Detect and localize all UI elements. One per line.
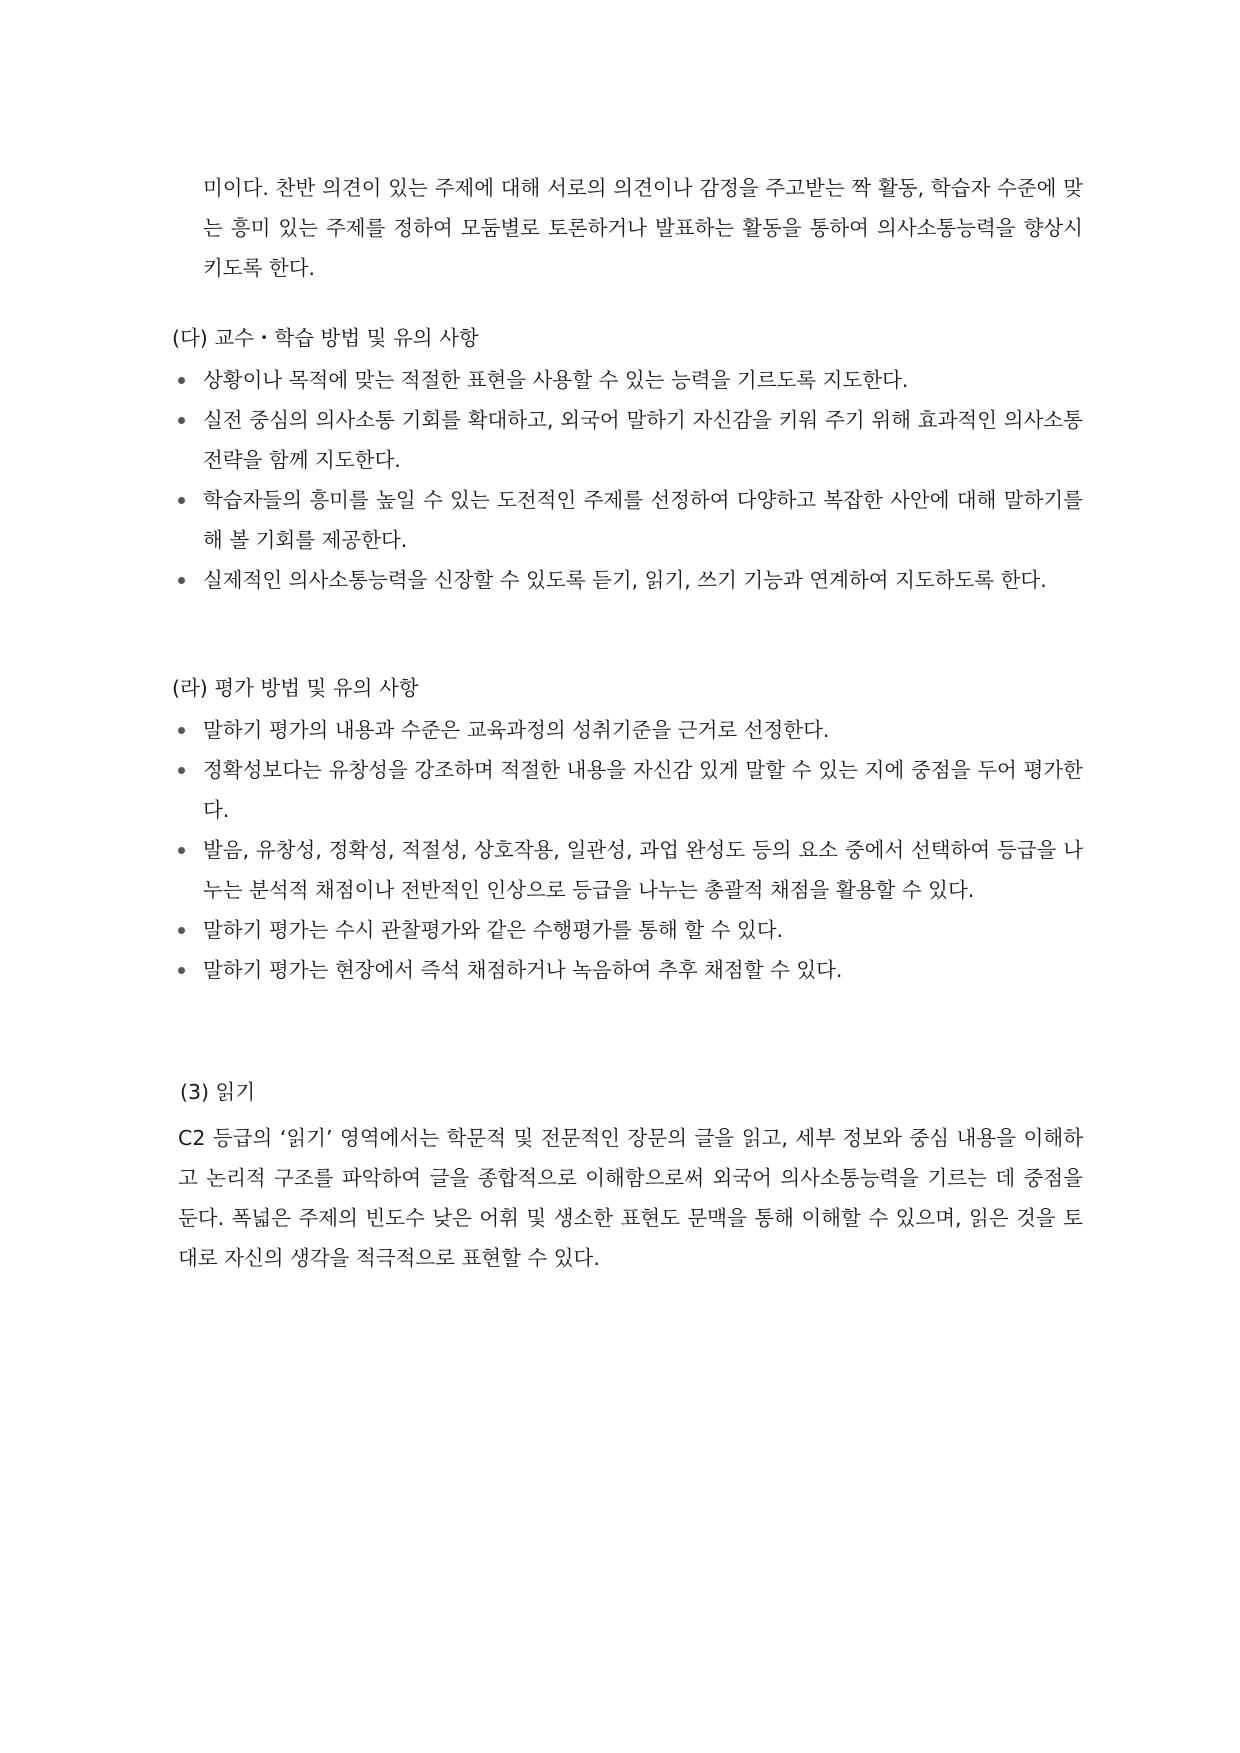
- intro-paragraph: 미이다. 찬반 의견이 있는 주제에 대해 서로의 의견이나 감정을 주고받는 짝 활동, 학습자 수준에 맞는 흥미 있는 주제를 정하여 모둠별로 토론하거나 발표하는 활동을 통하여 의사소통능력을 향상시키도록 한다.: [203, 176, 1083, 280]
- list-item: [172, 830, 1083, 910]
- bullet-icon: [178, 847, 185, 854]
- bullet-icon: [178, 377, 185, 384]
- bullet-icon: [178, 927, 185, 934]
- bullet-icon: [178, 497, 185, 504]
- list-item: [172, 950, 1083, 990]
- section-heading-teaching-methods: (다) 교수・학습 방법 및 유의 사항: [172, 326, 479, 350]
- list-item-text: 말하기 평가는 현장에서 즉석 채점하거나 녹음하여 추후 채점할 수 있다.: [203, 958, 843, 982]
- teaching-methods-list: [172, 360, 1083, 600]
- list-item-text: 말하기 평가의 내용과 수준은 교육과정의 성취기준을 근거로 선정한다.: [203, 718, 830, 742]
- list-item: [172, 400, 1083, 480]
- list-item-text: 상황이나 목적에 맞는 적절한 표현을 사용할 수 있는 능력을 기르도록 지도한다.: [203, 368, 909, 392]
- list-item: [172, 480, 1083, 560]
- section-heading-assessment: (라) 평가 방법 및 유의 사항: [172, 676, 419, 700]
- list-item-text: 학습자들의 흥미를 높일 수 있는 도전적인 주제를 선정하여 다양하고 복잡한 사안에 대해 말하기를 해 볼 기회를 제공한다.: [203, 488, 1083, 552]
- bullet-icon: [178, 767, 185, 774]
- list-item-text: 정확성보다는 유창성을 강조하며 적절한 내용을 자신감 있게 말할 수 있는 지에 중점을 두어 평가한다.: [203, 758, 1083, 822]
- list-item: [172, 910, 1083, 950]
- list-item: [172, 710, 1083, 750]
- reading-paragraph: C2 등급의 ‘읽기’ 영역에서는 학문적 및 전문적인 장문의 글을 읽고, 세부 정보와 중심 내용을 이해하고 논리적 구조를 파악하여 글을 종합적으로 이해함으로써 외국어 의사소통능력을 기르는 데 중점을 둔다. 폭넓은 주제의 빈도수 낮은 어휘 및 생소한 표현도 문맥을 통해 이해할 수 있으며, 읽은 것을 토대로 자신의 생각을 적극적으로 표현할 수 있다.: [178, 1126, 1083, 1270]
- bullet-icon: [178, 727, 185, 734]
- list-item-text: 발음, 유창성, 정확성, 적절성, 상호작용, 일관성, 과업 완성도 등의 요소 중에서 선택하여 등급을 나누는 분석적 채점이나 전반적인 인상으로 등급을 나누는 총괄적 채점을 활용할 수 있다.: [203, 838, 1083, 902]
- list-item: [172, 750, 1083, 830]
- assessment-list: [172, 710, 1083, 990]
- list-item-text: 실전 중심의 의사소통 기회를 확대하고, 외국어 말하기 자신감을 키워 주기 위해 효과적인 의사소통 전략을 함께 지도한다.: [203, 408, 1083, 472]
- bullet-icon: [178, 417, 185, 424]
- list-item-text: 실제적인 의사소통능력을 신장할 수 있도록 듣기, 읽기, 쓰기 기능과 연계하여 지도하도록 한다.: [203, 568, 1047, 592]
- section-heading-reading: (3) 읽기: [180, 1080, 256, 1104]
- list-item: [172, 360, 1083, 400]
- list-item-text: 말하기 평가는 수시 관찰평가와 같은 수행평가를 통해 할 수 있다.: [203, 918, 784, 942]
- list-item: [172, 560, 1083, 600]
- bullet-icon: [178, 967, 185, 974]
- bullet-icon: [178, 577, 185, 584]
